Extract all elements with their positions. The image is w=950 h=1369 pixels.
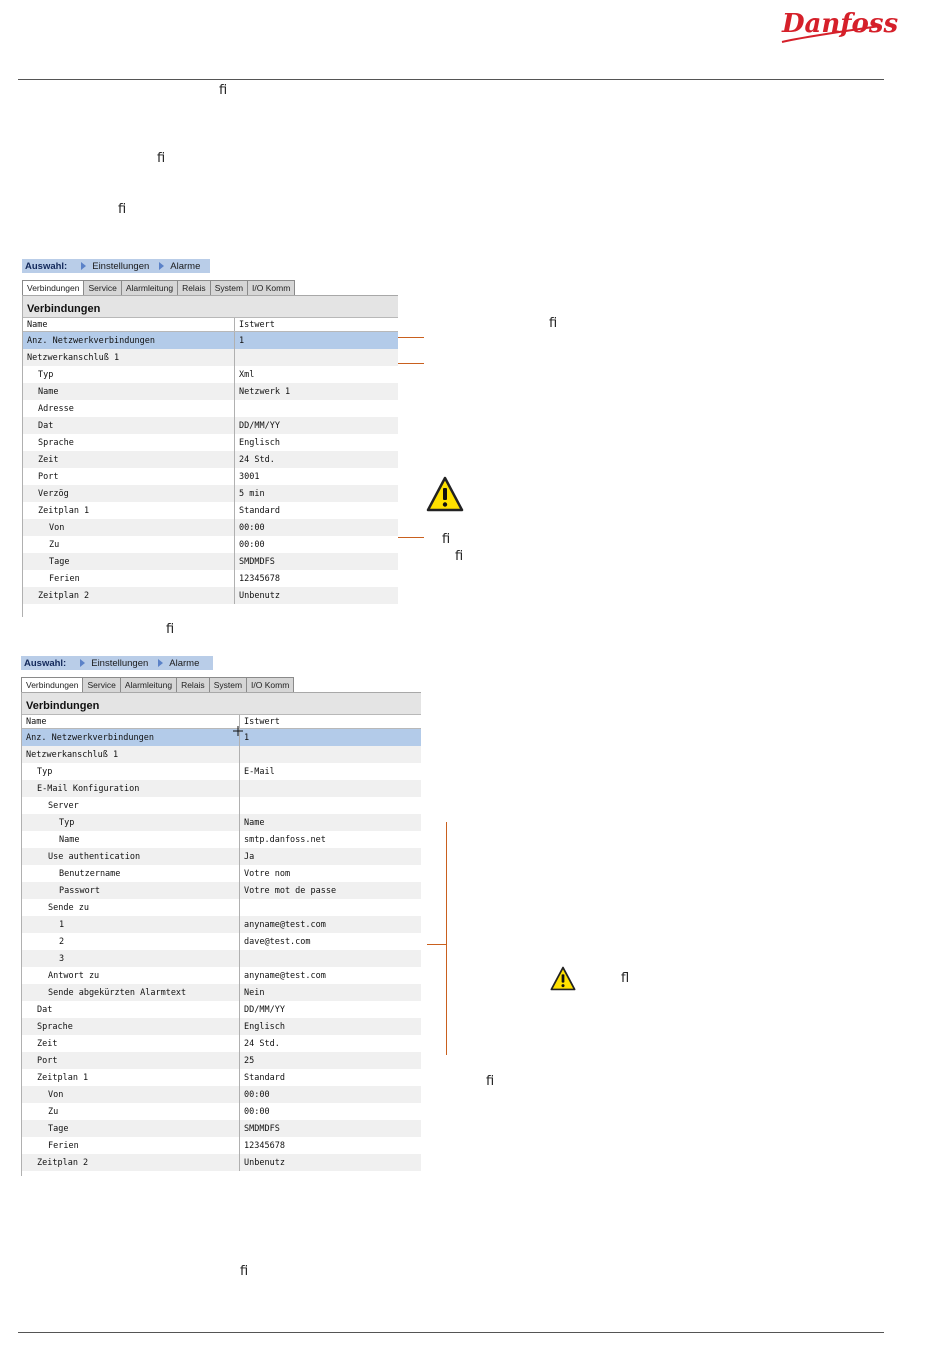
ligature-glyph: ﬁ [486, 1074, 495, 1089]
row-name-cell: 1 [59, 919, 65, 930]
row-name-cell: Netzwerkanschluß 1 [26, 749, 119, 760]
row-value-cell[interactable]: Netzwerk 1 [234, 383, 398, 400]
tab-relais[interactable]: Relais [177, 280, 211, 295]
breadcrumb [22, 259, 210, 273]
row-name-cell: Tage [48, 1123, 69, 1134]
row-name-cell: Sprache [38, 437, 74, 448]
ligature-glyph: ﬁ [219, 83, 228, 98]
row-name-cell: Passwort [59, 885, 100, 896]
row-value-cell[interactable]: Standard [239, 1069, 421, 1086]
ligature-glyph: ﬁ [240, 1264, 249, 1279]
tab-alarmleitung[interactable]: Alarmleitung [120, 677, 177, 692]
tab-io-komm[interactable]: I/O Komm [247, 280, 295, 295]
table-row[interactable] [22, 1052, 421, 1069]
table-row[interactable] [23, 366, 398, 383]
table-row[interactable] [23, 485, 398, 502]
row-value-cell[interactable] [239, 797, 421, 814]
row-value-cell[interactable] [239, 950, 421, 967]
row-name-cell: Zeit [38, 454, 59, 465]
row-value-cell[interactable]: Englisch [234, 434, 398, 451]
table-row[interactable] [22, 1035, 421, 1052]
tab-bar [22, 280, 294, 295]
tab-bar [21, 677, 293, 692]
table-row[interactable] [22, 865, 421, 882]
table-row[interactable] [22, 848, 421, 865]
tab-verbindungen[interactable]: Verbindungen [22, 280, 84, 295]
row-value-cell[interactable]: 12345678 [239, 1137, 421, 1154]
row-name-cell: Sende zu [48, 902, 89, 913]
breadcrumb-item[interactable]: Einstellungen [91, 657, 149, 669]
table-row[interactable] [22, 780, 421, 797]
row-name-cell: Typ [37, 766, 53, 777]
ligature-glyph: ﬁ [118, 202, 127, 217]
callout-line [398, 337, 424, 338]
table-row[interactable] [22, 1120, 421, 1137]
table-row[interactable] [23, 332, 398, 349]
row-name-cell: Tage [49, 556, 70, 567]
tab-verbindungen[interactable]: Verbindungen [21, 677, 83, 692]
row-value-cell[interactable]: 1 [234, 332, 398, 349]
chevron-right-icon [80, 659, 85, 667]
table-title: Verbindungen [23, 295, 398, 317]
table-header [23, 317, 398, 332]
table-body [22, 729, 421, 1171]
row-value-cell[interactable] [234, 400, 398, 417]
table-row[interactable] [22, 882, 421, 899]
table-row[interactable] [22, 899, 421, 916]
table-row[interactable] [23, 570, 398, 587]
table-row[interactable] [22, 984, 421, 1001]
row-value-cell[interactable]: 00:00 [239, 1086, 421, 1103]
callout-line [427, 944, 446, 945]
row-name-cell: Zeitplan 2 [38, 590, 90, 601]
row-value-cell[interactable]: Ja [239, 848, 421, 865]
settings-table [21, 692, 421, 1176]
row-name-cell: Anz. Netzwerkverbindungen [27, 335, 155, 346]
table-row[interactable] [22, 1086, 421, 1103]
row-value-cell[interactable]: Unbenutz [239, 1154, 421, 1171]
row-value-cell[interactable]: 3001 [234, 468, 398, 485]
row-value-cell[interactable]: 00:00 [239, 1103, 421, 1120]
row-value-cell[interactable] [239, 780, 421, 797]
row-name-cell: Zeitplan 2 [37, 1157, 89, 1168]
table-row[interactable] [23, 383, 398, 400]
row-name-cell: Port [38, 471, 59, 482]
row-name-cell: Zeitplan 1 [38, 505, 90, 516]
callout-line [398, 537, 424, 538]
table-row[interactable] [22, 831, 421, 848]
table-header [22, 714, 421, 729]
footer-rule [18, 1332, 884, 1333]
row-name-cell: Ferien [48, 1140, 79, 1151]
chevron-right-icon [159, 262, 164, 270]
row-value-cell[interactable]: dave@test.com [239, 933, 421, 950]
table-row[interactable] [23, 587, 398, 604]
row-value-cell[interactable] [239, 746, 421, 763]
table-row[interactable] [22, 933, 421, 950]
column-header-value[interactable]: Istwert [239, 715, 421, 728]
row-value-cell[interactable]: 00:00 [234, 519, 398, 536]
table-row[interactable] [22, 1018, 421, 1035]
row-value-cell[interactable]: SMDMDFS [234, 553, 398, 570]
row-value-cell[interactable] [239, 899, 421, 916]
tab-system[interactable]: System [209, 677, 247, 692]
breadcrumb-item[interactable]: Einstellungen [92, 260, 150, 272]
row-name-cell: Anz. Netzwerkverbindungen [26, 732, 154, 743]
row-name-cell: 3 [59, 953, 65, 964]
row-name-cell: Zeitplan 1 [37, 1072, 89, 1083]
danfoss-logo [778, 2, 899, 46]
tab-service[interactable]: Service [83, 280, 121, 295]
table-row[interactable] [22, 814, 421, 831]
settings-table [22, 295, 398, 617]
row-value-cell[interactable]: SMDMDFS [239, 1120, 421, 1137]
row-value-cell[interactable]: Unbenutz [234, 587, 398, 604]
column-header-name[interactable]: Name [27, 319, 48, 330]
table-row[interactable] [23, 400, 398, 417]
row-name-cell: Typ [38, 369, 54, 380]
row-name-cell: E-Mail Konfiguration [37, 783, 140, 794]
row-name-cell: Dat [37, 1004, 53, 1015]
row-value-cell[interactable]: 5 min [234, 485, 398, 502]
table-body [23, 332, 398, 604]
row-value-cell[interactable]: Votre nom [239, 865, 421, 882]
table-row[interactable] [22, 967, 421, 984]
row-value-cell[interactable]: DD/MM/YY [239, 1001, 421, 1018]
breadcrumb-label: Auswahl: [25, 260, 68, 272]
row-value-cell[interactable]: 24 Std. [239, 1035, 421, 1052]
row-value-cell[interactable]: Englisch [239, 1018, 421, 1035]
row-value-cell[interactable]: smtp.danfoss.net [239, 831, 421, 848]
table-row[interactable] [23, 536, 398, 553]
screenshot-panel-1 [22, 259, 398, 617]
breadcrumb [21, 656, 213, 670]
table-row[interactable] [22, 1001, 421, 1018]
table-row[interactable] [22, 916, 421, 933]
svg-text:Danfoss: Danfoss [782, 9, 899, 39]
row-name-cell: Von [48, 1089, 64, 1100]
row-value-cell[interactable]: 24 Std. [234, 451, 398, 468]
row-name-cell: Dat [38, 420, 54, 431]
row-name-cell: Ferien [49, 573, 80, 584]
warning-icon [426, 476, 464, 512]
row-name-cell: Server [48, 800, 79, 811]
row-value-cell[interactable]: 12345678 [234, 570, 398, 587]
table-row[interactable] [22, 950, 421, 967]
row-name-cell: Sprache [37, 1021, 73, 1032]
row-value-cell[interactable]: Xml [234, 366, 398, 383]
table-row[interactable] [23, 502, 398, 519]
row-value-cell[interactable]: Nein [239, 984, 421, 1001]
row-name-cell: Adresse [38, 403, 74, 414]
callout-line [398, 363, 424, 364]
table-row[interactable] [22, 746, 421, 763]
row-name-cell: Name [38, 386, 59, 397]
table-row[interactable] [22, 1103, 421, 1120]
tab-io-komm[interactable]: I/O Komm [246, 677, 294, 692]
ligature-glyph: ﬁ [442, 532, 451, 547]
ligature-glyph: ﬁ [166, 622, 175, 637]
breadcrumb-label: Auswahl: [24, 657, 67, 669]
callout-bracket [446, 822, 447, 1055]
table-row[interactable] [23, 451, 398, 468]
ligature-glyph: ﬁ [549, 316, 558, 331]
header-rule [18, 79, 884, 80]
ligature-glyph: ﬂ [621, 971, 630, 986]
row-name-cell: Sende abgekürzten Alarmtext [48, 987, 187, 998]
row-name-cell: Zu [49, 539, 60, 550]
breadcrumb-item[interactable]: Alarme [169, 657, 200, 669]
column-header-value[interactable]: Istwert [234, 318, 398, 331]
row-name-cell: Name [59, 834, 80, 845]
ligature-glyph: ﬁ [455, 549, 464, 564]
row-name-cell: Verzög [38, 488, 69, 499]
row-name-cell: 2 [59, 936, 65, 947]
table-title: Verbindungen [22, 692, 421, 714]
tab-system[interactable]: System [210, 280, 248, 295]
row-value-cell[interactable]: Votre mot de passe [239, 882, 421, 899]
breadcrumb-item[interactable]: Alarme [170, 260, 201, 272]
row-value-cell[interactable]: anyname@test.com [239, 967, 421, 984]
table-row[interactable] [22, 1154, 421, 1171]
ligature-glyph: ﬁ [157, 151, 166, 166]
row-value-cell[interactable]: Standard [234, 502, 398, 519]
table-row[interactable] [22, 797, 421, 814]
screenshot-panel-2 [21, 656, 421, 1176]
chevron-right-icon [81, 262, 86, 270]
row-name-cell: Port [37, 1055, 58, 1066]
table-row[interactable] [23, 349, 398, 366]
row-value-cell[interactable]: anyname@test.com [239, 916, 421, 933]
table-row[interactable] [23, 553, 398, 570]
row-name-cell: Benutzername [59, 868, 121, 879]
chevron-right-icon [158, 659, 163, 667]
row-value-cell[interactable]: E-Mail [239, 763, 421, 780]
table-row[interactable] [23, 519, 398, 536]
tab-alarmleitung[interactable]: Alarmleitung [121, 280, 178, 295]
table-row[interactable] [22, 729, 421, 746]
row-name-cell: Zu [48, 1106, 59, 1117]
row-name-cell: Typ [59, 817, 75, 828]
row-value-cell[interactable]: 25 [239, 1052, 421, 1069]
table-row[interactable] [22, 1137, 421, 1154]
table-row[interactable] [23, 417, 398, 434]
row-value-cell[interactable] [234, 349, 398, 366]
row-name-cell: Von [49, 522, 65, 533]
table-row[interactable] [23, 468, 398, 485]
warning-icon [550, 966, 576, 991]
table-row[interactable] [23, 434, 398, 451]
tab-relais[interactable]: Relais [176, 677, 210, 692]
table-row[interactable] [22, 1069, 421, 1086]
column-header-name[interactable]: Name [26, 716, 47, 727]
row-value-cell[interactable]: 00:00 [234, 536, 398, 553]
row-name-cell: Zeit [37, 1038, 58, 1049]
row-name-cell: Antwort zu [48, 970, 100, 981]
row-name-cell: Netzwerkanschluß 1 [27, 352, 120, 363]
row-value-cell[interactable]: DD/MM/YY [234, 417, 398, 434]
row-name-cell: Use authentication [48, 851, 141, 862]
row-value-cell[interactable]: Name [239, 814, 421, 831]
table-row[interactable] [22, 763, 421, 780]
row-value-cell[interactable]: 1 [239, 729, 421, 746]
tab-service[interactable]: Service [82, 677, 120, 692]
column-resize-cursor-icon [233, 726, 243, 736]
